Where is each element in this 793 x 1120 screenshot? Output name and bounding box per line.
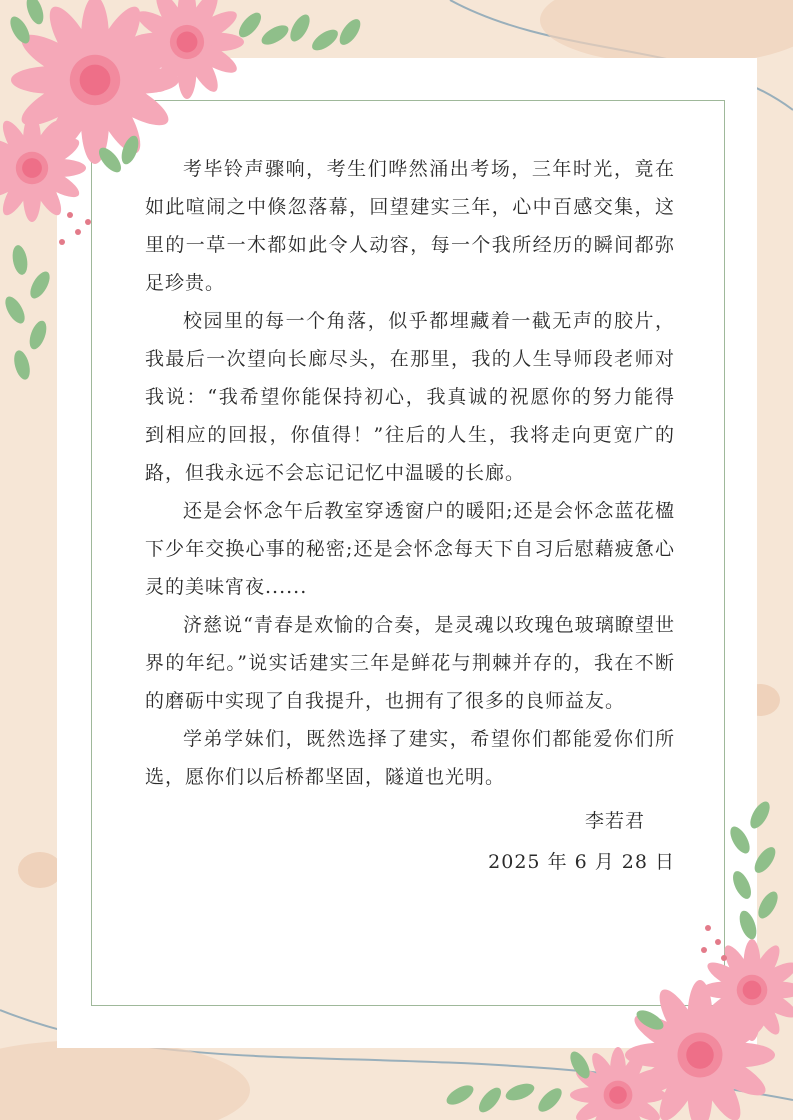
letter-body [145, 150, 675, 881]
paragraph-2: 校园里的每一个角落，似乎都埋藏着一截无声的胶片，我最后一次望向长廊尽头，在那里，我的人生导师段老师对我说：“我希望你能保持初心，我真诚的祝愿你的努力能得到相应的回报，你值得！”往后的人生，我将走向更宽广的路，但我永远不会忘记记忆中温暖的长廊。 [145, 310, 675, 484]
paragraph-4: 济慈说“青春是欢愉的合奏，是灵魂以玫瑰色玻璃瞭望世界的年纪。”说实话建实三年是鲜花与荆棘并存的，我在不断的磨砺中实现了自我提升，也拥有了很多的良师益友。 [145, 614, 675, 712]
paragraph-3: 还是会怀念午后教室穿透窗户的暖阳;还是会怀念蓝花楹下少年交换心事的秘密;还是会怀念每天下自习后慰藉疲惫心灵的美味宵夜...... [145, 500, 675, 598]
signature: 李若君 [584, 810, 645, 832]
paragraph-1: 考毕铃声骤响，考生们哗然涌出考场，三年时光，竟在如此喧闹之中倏忽落幕，回望建实三年，心中百感交集，这里的一草一木都如此令人动容，每一个我所经历的瞬间都弥足珍贵。 [145, 158, 675, 294]
paragraph-5: 学弟学妹们，既然选择了建实，希望你们都能爱你们所选，愿你们以后桥都坚固，隧道也光明。 [145, 728, 675, 788]
letter-date: 2025 年 6 月 28 日 [488, 851, 675, 873]
